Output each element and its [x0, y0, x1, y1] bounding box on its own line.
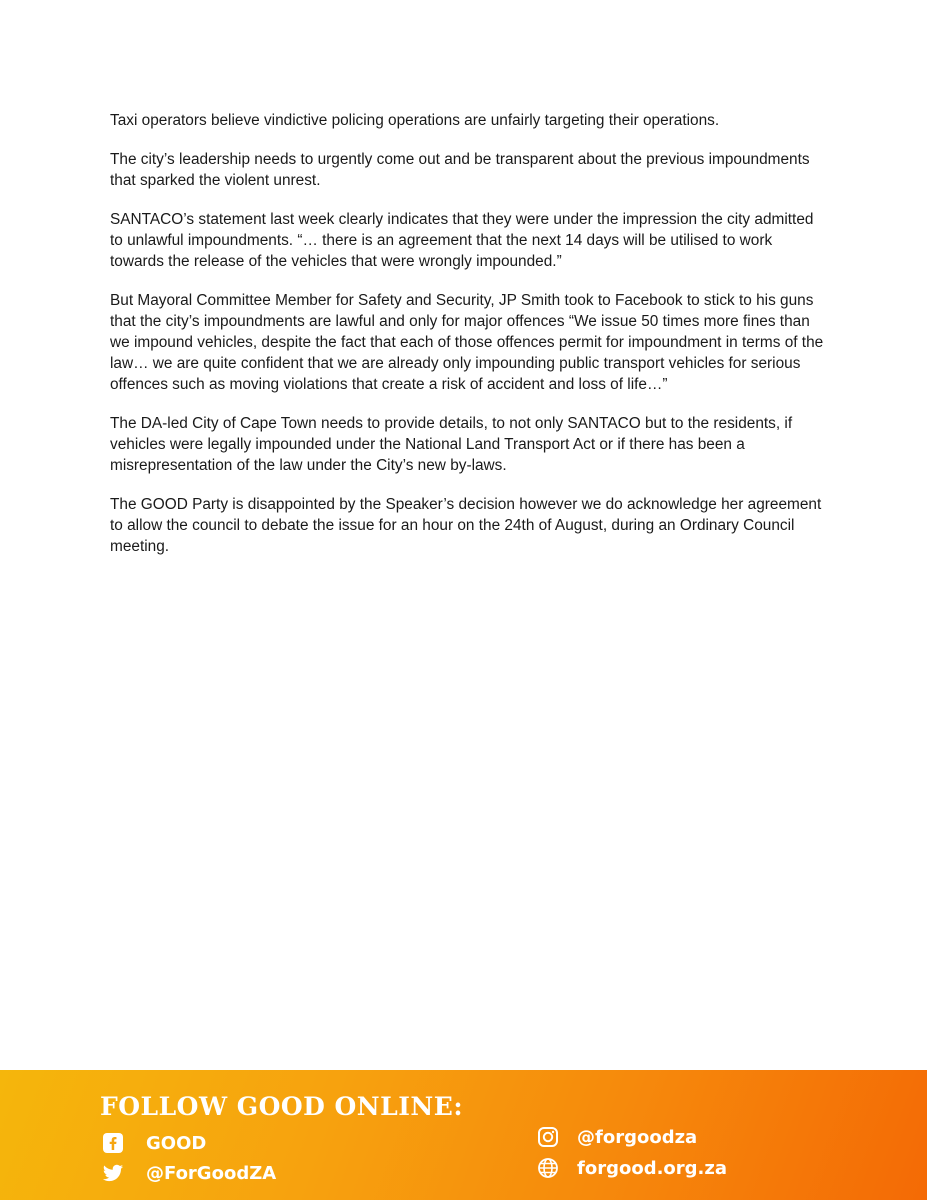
- instagram-icon: [537, 1126, 559, 1148]
- facebook-link[interactable]: [102, 1132, 206, 1154]
- twitter-handle: @ForGoodZA: [146, 1162, 277, 1184]
- website-url: forgood.org.za: [577, 1157, 728, 1179]
- instagram-handle: @forgoodza: [577, 1126, 698, 1148]
- facebook-handle: GOOD: [146, 1132, 207, 1154]
- press-release-body: [110, 110, 830, 575]
- paragraph-1: Taxi operators believe vindictive policing operations are unfairly targeting their operations.: [110, 112, 720, 129]
- paragraph-4: But Mayoral Committee Member for Safety and Security, JP Smith took to Facebook to stick to his guns that the city’s impoundments are lawful and only for major offences “We issue 50 times more fines than we impound vehicles, despite the fact that each of those offences permit for impoundment in terms of the law… we are quite confident that we are already only impounding public transport vehicles for serious offences such as moving violations that create a risk of accident and loss of life…”: [110, 292, 824, 393]
- twitter-link[interactable]: [102, 1162, 276, 1184]
- twitter-icon: [102, 1162, 124, 1184]
- globe-icon: [537, 1157, 559, 1179]
- website-link[interactable]: [537, 1157, 727, 1179]
- instagram-link[interactable]: [537, 1126, 697, 1148]
- paragraph-3: SANTACO’s statement last week clearly indicates that they were under the impression the city admitted to unlawful impoundments. “… there is an agreement that the next 14 days will be utilised to work towards the release of the vehicles that were wrongly impounded.”: [110, 211, 814, 270]
- paragraph-5: The DA-led City of Cape Town needs to provide details, to not only SANTACO but to the residents, if vehicles were legally impounded under the National Land Transport Act or if there has been a misrepresentation of the law under the City’s new by-laws.: [110, 415, 793, 474]
- paragraph-6: The GOOD Party is disappointed by the Speaker’s decision however we do acknowledge her agreement to allow the council to debate the issue for an hour on the 24th of August, during an Ordinary Council meeting.: [110, 496, 822, 555]
- follow-title: FOLLOW GOOD ONLINE:: [100, 1092, 464, 1121]
- facebook-icon: [102, 1132, 124, 1154]
- paragraph-2: The city’s leadership needs to urgently come out and be transparent about the previous impoundments that sparked the violent unrest.: [110, 151, 810, 189]
- social-footer: [0, 1070, 927, 1200]
